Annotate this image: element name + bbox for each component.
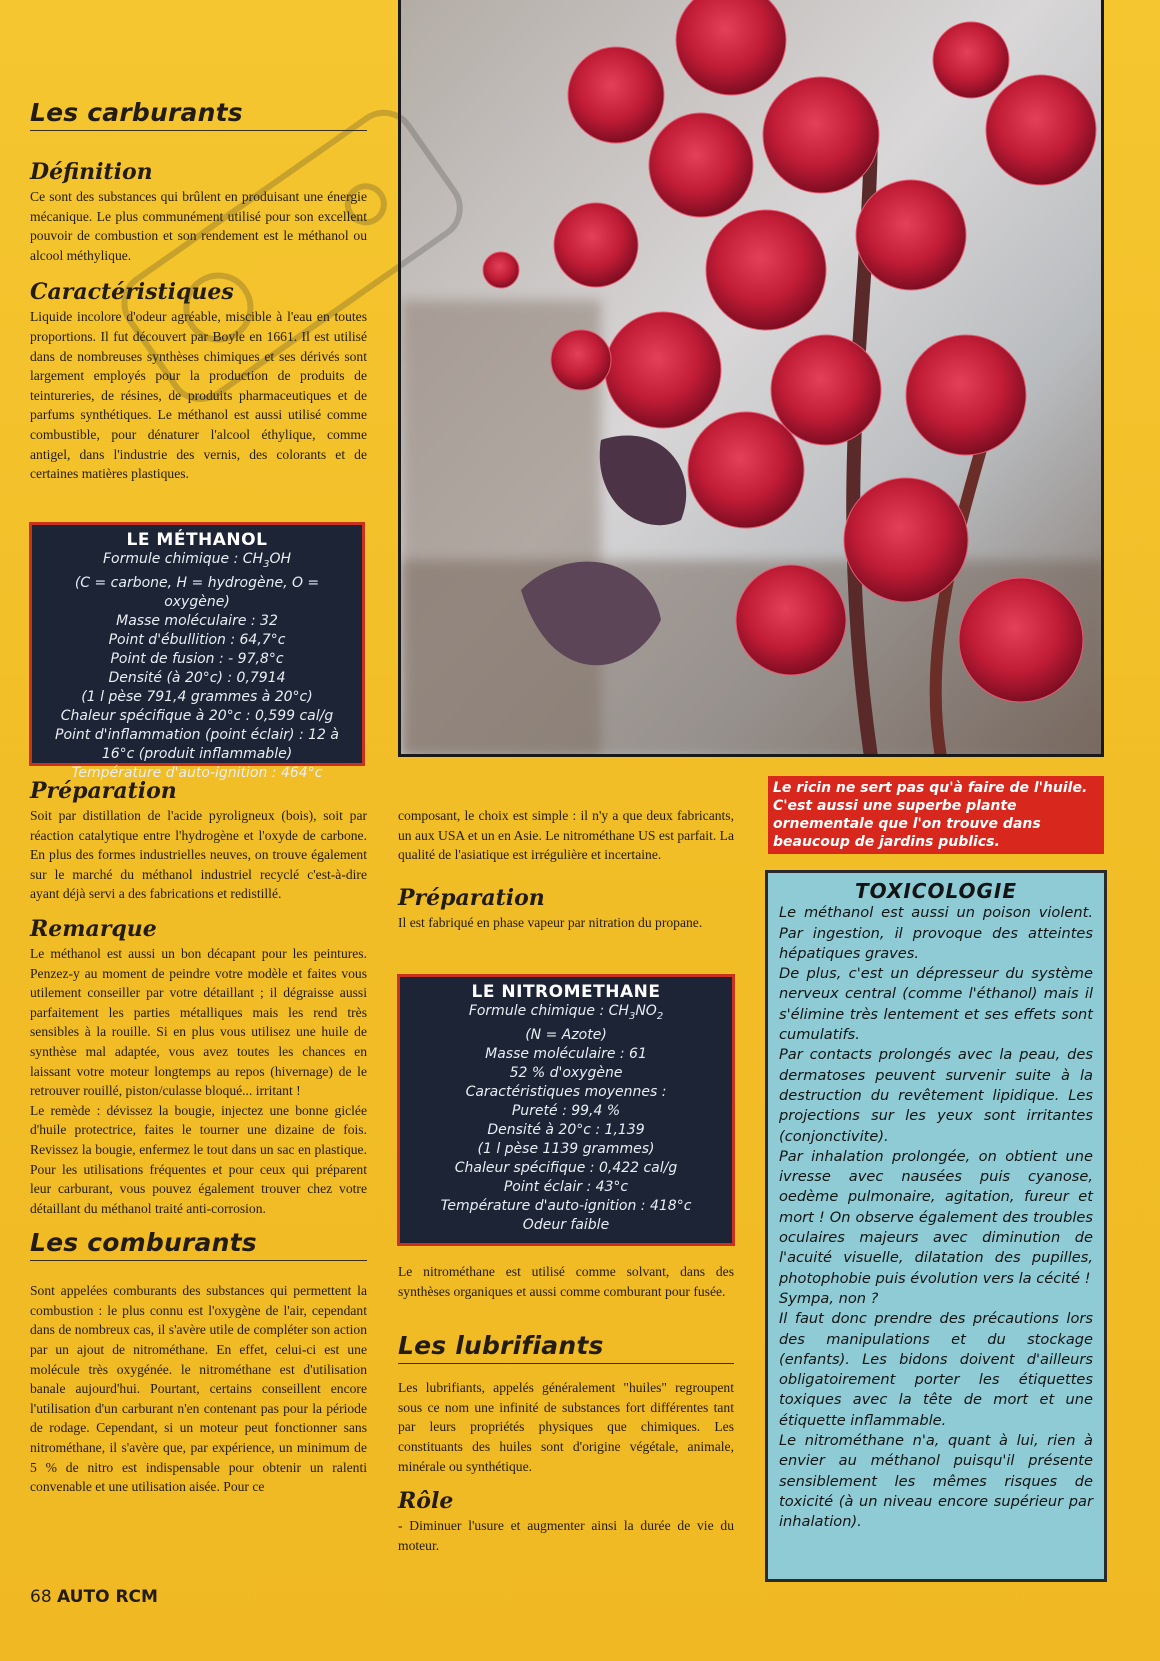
middle-column-lower <box>398 1262 734 1555</box>
formula-subscript: 3 <box>263 558 270 570</box>
formula-text: NO <box>635 1003 657 1019</box>
role-text: - Diminuer l'usure et augmenter ainsi la durée de vie du moteur. <box>398 1518 734 1553</box>
left-column <box>30 98 367 484</box>
role-title: Rôle <box>398 1488 454 1515</box>
continuation-text: composant, le choix est simple : il n'y a que deux fabricants, un aux USA et un en Asie. Le nitrométhane US est parfait. La qualité de l'asiatique est irrégulière et incertaine. <box>398 808 734 863</box>
methanol-line: Point d'ébullition : 64,7°c <box>108 631 286 648</box>
nitromethane-box <box>397 974 735 1246</box>
tox-paragraph: Il faut donc prendre des précautions lors des manipulations et du stockage (enfants). Les bidons doivent d'ailleurs obligatoirement porter les étiquettes toxiques avec la tête de mort et une étiquette inflammable. <box>779 1310 1093 1429</box>
nitro-use-text: Le nitrométhane est utilisé comme solvant, dans des synthèses organiques et aussi comme comburant pour fusée. <box>398 1264 734 1299</box>
formula-subscript: 3 <box>628 1010 636 1022</box>
tox-paragraph: Le nitrométhane n'a, quant à lui, rien à envier au méthanol puisqu'il présente sensiblement les mêmes risques de toxicité (à un niveau encore supérieur par inhalation). <box>779 1432 1093 1531</box>
carburants-title: Les carburants <box>30 98 367 131</box>
comburants-title: Les comburants <box>30 1228 367 1261</box>
remarque-title: Remarque <box>30 915 157 942</box>
nitro-line: Point éclair : 43°c <box>503 1178 629 1195</box>
remarque-text: Le remède : dévissez la bougie, injectez une bonne giclée d'huile protectrice, faites le tourner une dizaine de fois. Revissez la bougie, enfermez le tout dans un sac en plastique. Pour les utilisations fréquentes et pour ceux qui préparent leur carburant, vous pouvez également trouver chez votre détaillant du méthanol traité anti-corrosion. <box>30 1102 367 1216</box>
tox-paragraph: Sympa, non ? <box>779 1289 879 1307</box>
nitro-formula <box>408 1002 724 1026</box>
definition-text: Ce sont des substances qui brûlent en produisant une énergie mécanique. Le plus communément utilisé pour son excellent pouvoir de combustion et son rendement est le méthanol ou alcool méthylique. <box>30 189 367 263</box>
caracteristiques-text: Liquide incolore d'odeur agréable, miscible à l'eau en toutes proportions. Il fut découvert par Boyle en 1661. Il est utilisé dans de nombreuses synthèses chimiques et ses dérivés sont largement employés pour la production de produits de teintureries, de résines, de produits pharmaceutiques et de parfums synthétiques. Le méthanol est aussi utilisé comme combustible, pour dénaturer l'alcool éthylique, comme antigel, dans l'industrie des vernis, des colorants et de certaines matières plastiques. <box>30 309 367 482</box>
nitro-line: Odeur faible <box>522 1216 610 1233</box>
tox-paragraph: Par contacts prolongés avec la peau, des dermatoses peuvent survenir suite à la destruction du revêtement lipidique. Les projections sur les yeux sont irritantes (conjonctivite). <box>779 1046 1093 1145</box>
caracteristiques-title: Caractéristiques <box>30 279 234 306</box>
methanol-formula <box>40 550 354 574</box>
middle-column <box>398 806 734 932</box>
definition-title: Définition <box>30 159 153 185</box>
nitro-line: Température d'auto-ignition : 418°c <box>440 1197 692 1214</box>
tox-paragraph: Le méthanol est aussi un poison violent. Par ingestion, il provoque des atteintes hépatiques graves. <box>779 904 1093 962</box>
photo-caption: Le ricin ne sert pas qu'à faire de l'huile. C'est aussi une superbe plante ornementale que l'on trouve dans beaucoup de jardins publics. <box>768 776 1104 854</box>
preparation-text: Soit par distillation de l'acide pyroligneux (bois), soit par réaction catalytique entre l'hydrogène et l'oxyde de carbone. En plus des formes industrielles neuves, on trouve également sur le marché du méthanol industriel recyclé c'est-à-dire ayant déjà servi a des fabrications et redistillé. <box>30 808 367 902</box>
ricin-photo <box>398 0 1104 757</box>
methanol-line: Point de fusion : - 97,8°c <box>110 650 284 667</box>
formula-subscript: 2 <box>656 1010 664 1022</box>
toxicologie-title: TOXICOLOGIE <box>854 879 1018 903</box>
nitro-line: Pureté : 99,4 % <box>511 1102 621 1119</box>
lubrifiants-title: Les lubrifiants <box>398 1331 734 1364</box>
page-number: 68 <box>30 1587 52 1607</box>
methanol-line: Température d'auto-ignition : 464°c <box>71 764 323 781</box>
remarque-text: Le méthanol est aussi un bon décapant pour les peintures. Penzez-y au moment de peindre votre modèle et faites vous utilement conseiller par votre détaillant ; il dégraisse aussi parfaitement les parties métalliques mais les rend très sensibles à la rouille. Si en plus vous utilisez une huile de synthèse mal adaptée, vous avez toutes les chances en laissant votre moteur longtemps au repos (hivernage) de le retrouver rouillé, piston/culasse bloqué... irritant ! <box>30 945 367 1099</box>
nitro-line: (1 l pèse 1139 grammes) <box>477 1140 655 1157</box>
magazine-name: AUTO RCM <box>57 1587 158 1607</box>
methanol-line: Masse moléculaire : 32 <box>116 612 278 629</box>
nitro-preparation-title: Préparation <box>398 884 545 911</box>
nitro-line: 52 % d'oxygène <box>509 1064 623 1081</box>
methanol-line: Densité (à 20°c) : 0,7914 <box>108 669 286 686</box>
nitro-line: Caractéristiques moyennes : <box>465 1083 667 1100</box>
methanol-line: (1 l pèse 791,4 grammes à 20°c) <box>81 688 313 705</box>
nitro-preparation-text: Il est fabriqué en phase vapeur par nitration du propane. <box>398 914 703 930</box>
tox-paragraph: De plus, c'est un dépresseur du système nerveux central (comme l'éthanol) mais il s'élimine très lentement et ses effets sont cumulatifs. <box>779 965 1093 1044</box>
methanol-line: (C = carbone, H = hydrogène, O = oxygène) <box>74 574 320 610</box>
toxicologie-box <box>765 870 1107 1582</box>
comburants-text: Sont appelées comburants des substances qui permettent la combustion : le plus connu est l'oxygène de l'air, cependant dans de nombreux cas, il s'avère utile de compléter son action par un ajout de nitrométhane. En effet, celui-ci est une molécule très oxygénée. le nitrométhane est d'utilisation banale aujourd'hui. Pourtant, certains conseillent encore l'utilisation d'un carburant n'en contenant pas pour la période de rodage. Cependant, si un moteur peut fonctionner sans nitrométhane, il s'avère que, par expérience, un minimum de 5 % de nitro est indispensable pour obtenir un ralenti convenable et une utilisation aisée. Pour ce <box>30 1283 367 1495</box>
methanol-box-title: LE MÉTHANOL <box>126 530 268 550</box>
methanol-line: Point d'inflammation (point éclair) : 12 à 16°c (produit inflammable) <box>55 726 339 762</box>
formula-text: Formule chimique : CH <box>468 1003 629 1019</box>
preparation-title: Préparation <box>30 778 177 804</box>
left-column-lower <box>30 778 367 1497</box>
nitro-line: Densité à 20°c : 1,139 <box>487 1121 645 1138</box>
page-footer <box>30 1587 158 1607</box>
tox-paragraph: Par inhalation prolongée, on obtient une ivresse avec nausées puis cyanose, oedème pulmonaire, agitation, fureur et mort ! On observe également des troubles oculaires majeurs avec diminution de l'acuité visuelle, dilatation des pupilles, photophobie puis évolution vers la cécité ! <box>779 1147 1093 1287</box>
methanol-box <box>29 522 365 781</box>
nitromethane-box-title: LE NITROMETHANE <box>471 982 661 1002</box>
formula-text: Formule chimique : CH <box>102 551 264 567</box>
nitro-line: Chaleur spécifique : 0,422 cal/g <box>454 1159 678 1176</box>
formula-text: OH <box>269 551 292 567</box>
methanol-line: Chaleur spécifique à 20°c : 0,599 cal/g <box>60 707 334 724</box>
lubrifiants-text: Les lubrifiants, appelés généralement "huiles" regroupent sous ce nom une infinité de substances fort différentes tant par leurs propriétés physiques que chimiques. Les constituants des huiles sont d'origine végétale, animale, minérale ou synthétique. <box>398 1380 734 1474</box>
nitro-line: Masse moléculaire : 61 <box>485 1045 647 1062</box>
ricin-flowers-image <box>401 0 1104 757</box>
nitro-line: (N = Azote) <box>525 1026 607 1043</box>
